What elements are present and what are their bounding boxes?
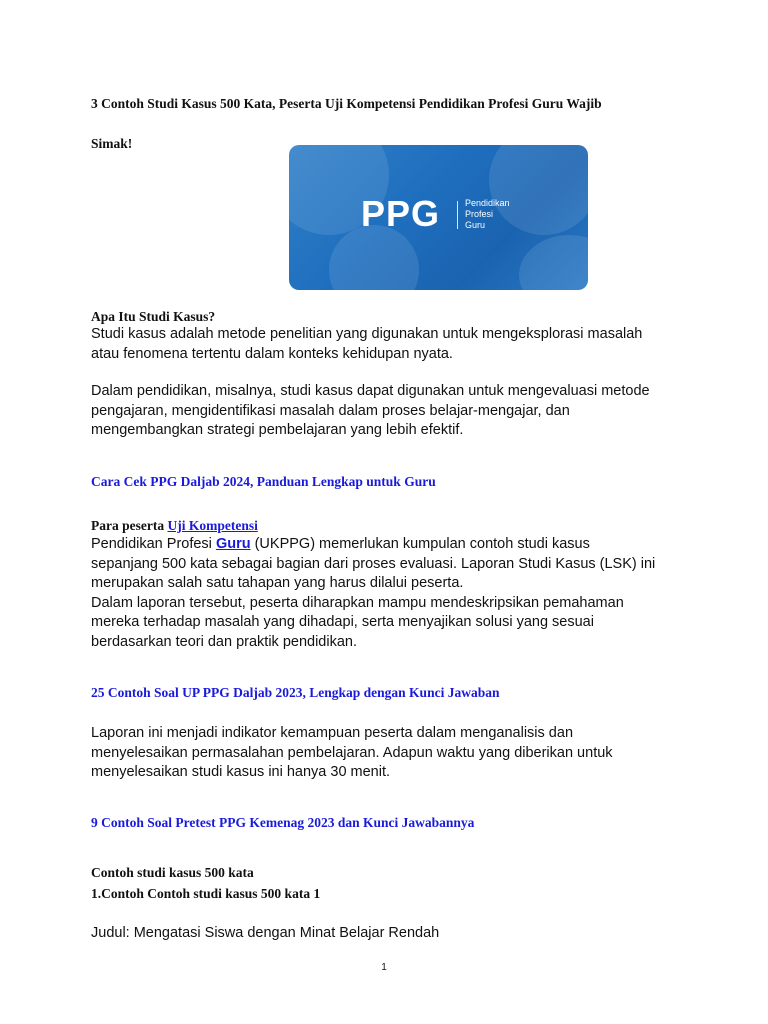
related-link-cek-ppg[interactable]: Cara Cek PPG Daljab 2024, Panduan Lengkap untuk Guru	[91, 474, 436, 489]
related-link-contoh-soal-up[interactable]: 25 Contoh Soal UP PPG Daljab 2023, Lengkap dengan Kunci Jawaban	[91, 685, 500, 700]
article-title-line2: Simak!	[91, 136, 133, 151]
paragraph-definition: Studi kasus adalah metode penelitian yang digunakan untuk mengeksplorasi masalah atau fenomena tertentu dalam konteks kehidupan nyata.	[91, 326, 643, 362]
logo-divider	[457, 201, 458, 229]
related-link-pretest[interactable]: 9 Contoh Soal Pretest PPG Kemenag 2023 dan Kunci Jawabannya	[91, 815, 475, 830]
section-heading-contoh: Contoh studi kasus 500 kata	[91, 865, 254, 880]
judul-line: Judul: Mengatasi Siswa dengan Minat Belajar Rendah	[91, 925, 440, 941]
ppg-logo-text: PPG	[361, 193, 441, 234]
link-guru[interactable]: Guru	[215, 536, 251, 552]
paragraph-ukppg: Pendidikan Profesi Guru (UKPPG) memerlukan kumpulan contoh studi kasus sepanjang 500 kata sebagai bagian dari proses evaluasi. Laporan Studi Kasus (LSK) ini merupakan salah satu tahapan yang harus dilalui peserta. Dalam laporan tersebut, peserta diharapkan mampu mendeskripsikan pemahaman mereka terhadap masalah yang dihadapi, serta menyajikan solusi yang sesuai berdasarkan teori dan praktik pendidikan.	[91, 536, 656, 650]
ppg-logo-subtitle: Pendidikan Profesi Guru	[465, 198, 510, 230]
page-number: 1	[381, 962, 387, 973]
ppg-banner-image	[289, 145, 588, 290]
subheading-contoh-1: 1.Contoh Contoh studi kasus 500 kata 1	[91, 886, 321, 901]
paragraph-lead: Para peserta Uji Kompetensi	[91, 518, 258, 533]
paragraph-laporan: Laporan ini menjadi indikator kemampuan peserta dalam menganalisis dan menyelesaikan permasalahan pembelajaran. Adapun waktu yang diberikan untuk menyelesaikan studi kasus ini hanya 30 menit.	[91, 725, 613, 780]
paragraph-education: Dalam pendidikan, misalnya, studi kasus dapat digunakan untuk mengevaluasi metode pengajaran, mengidentifikasi masalah dalam proses belajar-mengajar, dan mengembangkan strategi pembelajaran yang lebih efektif.	[91, 383, 650, 438]
section-heading-studi-kasus: Apa Itu Studi Kasus?	[91, 309, 216, 324]
article-title-line1: 3 Contoh Studi Kasus 500 Kata, Peserta Uji Kompetensi Pendidikan Profesi Guru Wajib	[91, 96, 602, 111]
link-uji-kompetensi[interactable]: Uji Kompetensi	[167, 518, 258, 533]
